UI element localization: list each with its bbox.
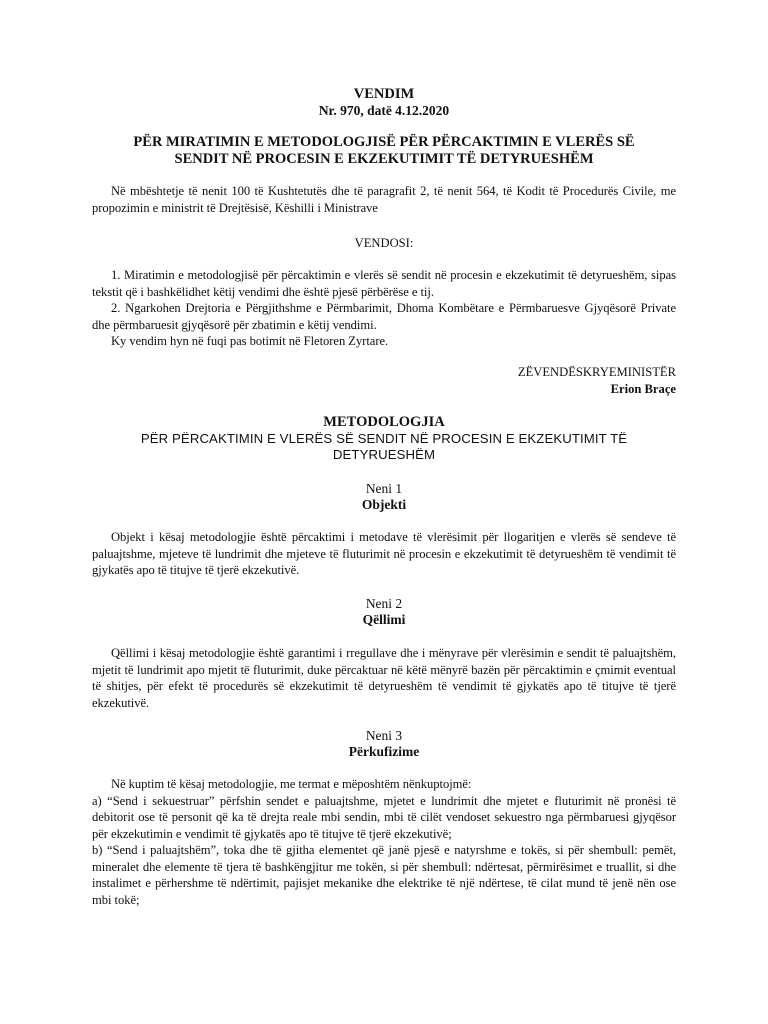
article-3-number: Neni 3 — [365, 728, 403, 743]
decision-point-2: 2. Ngarkohen Drejtoria e Përgjithshme e Përmbarimit, Dhoma Kombëtare e Përmbaruesve Gjyqësorë Private dhe përmbaruesit gjyqësorë për zbatimin e këtij vendimi. — [92, 301, 676, 332]
article-3-intro: Në kuptim të kësaj metodologjie, me termat e mëposhtëm nënkuptojmë: — [111, 777, 472, 791]
article-2-heading: Qëllimi — [362, 612, 406, 627]
vendosi-heading: VENDOSI: — [354, 236, 414, 250]
methodology-subtitle-line-1: PËR PËRCAKTIMIN E VLERËS SË SENDIT NË PROCESIN E EKZEKUTIMIT TË — [140, 431, 628, 446]
methodology-subtitle-line-2: DETYRUESHËM — [332, 447, 436, 462]
decision-effect: Ky vendim hyn në fuqi pas botimit në Fletoren Zyrtare. — [111, 334, 389, 348]
article-2-number: Neni 2 — [365, 596, 403, 611]
article-1-text: Objekt i kësaj metodologjie është përcaktimi i metodave të vlerësimit për llogaritjen e vlerës së sendeve të paluajtshme, mjeteve të lundrimit dhe mjeteve të fluturimit në procesin e ekzekutimit të detyrueshëm të vendimit të gjykatës apo të titujve të tjerë ekzekutivë. — [92, 530, 676, 577]
decision-subject-line-1: PËR MIRATIMIN E METODOLOGJISË PËR PËRCAKTIMIN E VLERËS SË — [133, 134, 635, 150]
signature-role: ZËVENDËSKRYEMINISTËR — [517, 365, 676, 379]
preamble-paragraph — [92, 183, 676, 216]
methodology-title: METODOLOGJIA — [323, 414, 445, 430]
article-3-item-b: b) “Send i paluajtshëm”, toka dhe të gjitha elementet që janë pjesë e natyrshme e tokës, si për shembull: pemët, mineralet dhe elemente të tjera të bashkëngjitur me tokën, si për shembull: ndërtesat, përmirësimet e truallit, si dhe instalimet e përhershme të ndërtimit, pajisjet mekanike dhe elektrike të një ndërtese, të cilat mund të jenë nën ose mbi tokë; — [92, 843, 676, 907]
decision-point-1: 1. Miratimin e metodologjisë për përcaktimin e vlerës së sendit në procesin e ekzekutimit të detyrueshëm, sipas tekstit që i bashkëlidhet këtij vendimi dhe është pjesë përbërëse e tij. — [92, 268, 676, 299]
decision-number: Nr. 970, datë 4.12.2020 — [318, 103, 450, 118]
article-1-body — [92, 529, 676, 579]
article-2-text: Qëllimi i kësaj metodologjie është garantimi i rregullave dhe i mënyrave për vlerësimin e sendit të paluajtshëm, mjetit të lundrimit apo mjetit të fluturimit, duke përcaktuar në këtë mënyrë bazën për përcaktimin e çmimit eventual të shitjes, për efekt të procedurës së ekzekutimit të detyrueshëm të vendimit të gjykatës apo të titujve të tjerë ekzekutivë. — [92, 646, 676, 710]
article-1-number: Neni 1 — [365, 481, 403, 496]
preamble-text: Në mbështetje të nenit 100 të Kushtetutës dhe të paragrafit 2, të nenit 564, të Kodit të Procedurës Civile, me propozimin e ministrit të Drejtësisë, Këshilli i Ministrave — [92, 184, 676, 215]
article-2-body — [92, 645, 676, 711]
article-3-body — [92, 776, 676, 908]
signature-name: Erion Braçe — [610, 382, 676, 396]
decision-title: VENDIM — [353, 86, 415, 102]
article-1-heading: Objekti — [361, 497, 407, 512]
article-3-heading: Përkufizime — [348, 744, 420, 759]
article-3-item-a: a) “Send i sekuestruar” përfshin sendet e paluajtshme, mjetet e lundrimit dhe mjetet e fluturimit në pronësi të debitorit ose të personit që ka të drejta reale mbi sendin, mbi të cilët vendoset sekuestro nga përmbaruesi gjyqësor për ekzekutimin e vendimit të gjykatës apo të titujve të tjerë ekzekutivë; — [92, 793, 676, 841]
decision-points — [92, 267, 676, 350]
decision-subject-line-2: SENDIT NË PROCESIN E EKZEKUTIMIT TË DETYRUESHËM — [174, 151, 594, 167]
